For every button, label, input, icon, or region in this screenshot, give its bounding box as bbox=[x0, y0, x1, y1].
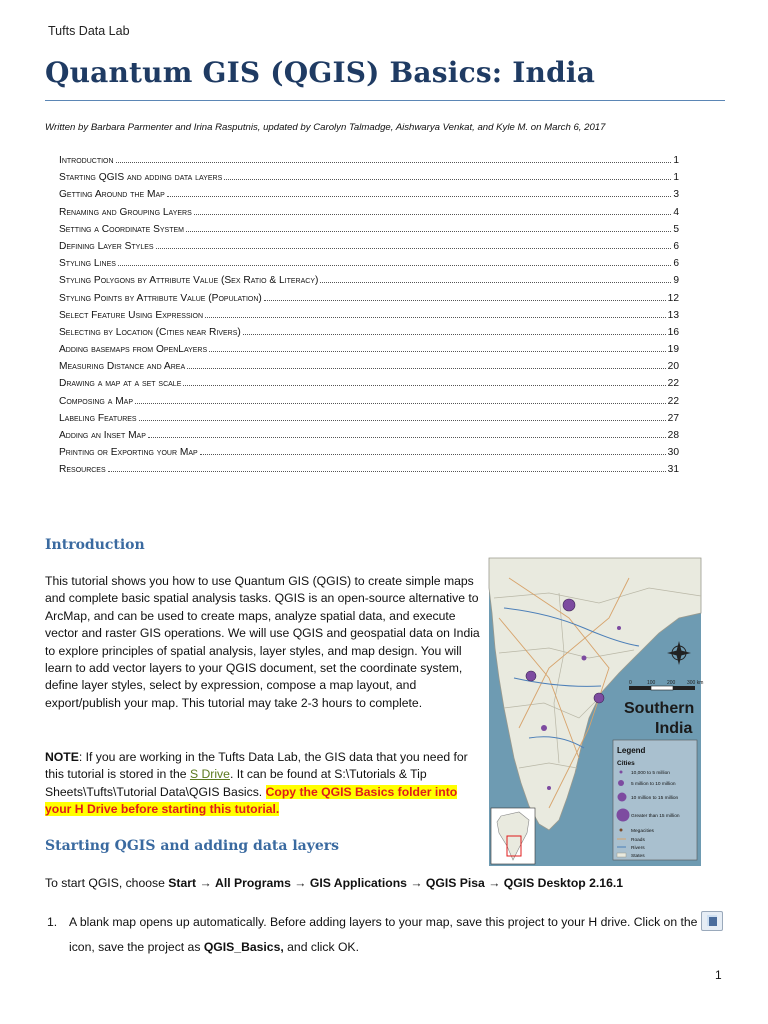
toc-entry[interactable] bbox=[59, 293, 679, 310]
toc-entry[interactable] bbox=[59, 189, 679, 206]
page-number: 1 bbox=[715, 968, 722, 982]
toc-entry-title: Introduction bbox=[59, 155, 114, 166]
toc-entry-page: 6 bbox=[673, 240, 679, 252]
toc-entry-title: Adding basemaps from OpenLayers bbox=[59, 344, 208, 356]
legend-roads: Roads bbox=[631, 838, 645, 843]
toc-entry[interactable] bbox=[59, 464, 679, 481]
southern-india-map bbox=[489, 558, 704, 866]
legend-megacities: Megacities bbox=[631, 829, 654, 834]
toc-entry-title: Drawing a map at a set scale bbox=[59, 378, 182, 390]
toc-leader-dots bbox=[187, 368, 666, 369]
toc-leader-dots bbox=[118, 265, 671, 266]
toc-entry-page: 22 bbox=[667, 378, 679, 390]
toc-entry-page: 4 bbox=[673, 206, 679, 218]
toc-leader-dots bbox=[320, 282, 671, 283]
map-legend bbox=[613, 740, 697, 860]
toc-entry-page: 6 bbox=[673, 258, 679, 270]
toc-leader-dots bbox=[194, 214, 672, 215]
intro-heading: Introduction bbox=[45, 537, 145, 553]
north-arrow-icon bbox=[667, 641, 691, 665]
legend-cities: Cities bbox=[617, 760, 635, 767]
scale-label-0: 0 bbox=[629, 680, 632, 686]
legend-title: Legend bbox=[617, 746, 646, 755]
map-title-line2: India bbox=[655, 720, 693, 737]
toc-entry-title: Setting a Coordinate System bbox=[59, 223, 184, 235]
toc-entry-title: Select Feature Using Expression bbox=[59, 309, 204, 321]
start-line-pre: To start QGIS, choose bbox=[45, 876, 169, 890]
path-qgis-desktop: QGIS Desktop 2.16.1 bbox=[503, 876, 624, 890]
legend-item-1: 10,000 to 5 million bbox=[631, 771, 670, 776]
toc-entry-page: 30 bbox=[667, 447, 679, 459]
toc-leader-dots bbox=[183, 385, 665, 386]
step-1-text-mid: icon, save the project as bbox=[69, 940, 204, 954]
toc-leader-dots bbox=[167, 196, 672, 197]
map-title-line1: Southern bbox=[624, 700, 695, 717]
toc-entry-title: Getting Around the Map bbox=[59, 189, 165, 201]
scale-bar bbox=[629, 680, 703, 690]
running-header: Tufts Data Lab bbox=[48, 24, 130, 38]
path-start: Start bbox=[168, 876, 197, 890]
step-1-text-post: and click OK. bbox=[283, 940, 359, 954]
step-1 bbox=[47, 910, 729, 960]
legend-item-4: Greater than 15 million bbox=[631, 814, 680, 819]
toc-entry-page: 22 bbox=[667, 395, 679, 407]
legend-item-2: 5 million to 10 million bbox=[631, 782, 676, 787]
legend-item-3: 10 million to 15 million bbox=[631, 796, 679, 801]
arrow-icon: → bbox=[294, 876, 307, 890]
toc-entry-page: 20 bbox=[667, 361, 679, 373]
step-1-text-pre: A blank map opens up automatically. Before adding layers to your map, save this project to your H drive. Click on the bbox=[69, 915, 701, 929]
starting-qgis-heading: Starting QGIS and adding data layers bbox=[45, 838, 340, 854]
toc-entry-title: Selecting by Location (Cities near Rivers) bbox=[59, 326, 241, 338]
path-gis-applications: GIS Applications bbox=[309, 876, 407, 890]
step-1-number: 1. bbox=[47, 915, 58, 929]
toc-entry[interactable] bbox=[59, 275, 679, 292]
scale-label-300: 300 km bbox=[687, 680, 704, 686]
arrow-icon: → bbox=[410, 876, 423, 890]
toc-entry-title: Styling Polygons by Attribute Value (Sex Ratio & Literacy) bbox=[59, 275, 319, 287]
toc-entry[interactable] bbox=[59, 258, 679, 275]
toc-leader-dots bbox=[156, 248, 672, 249]
start-instructions bbox=[45, 876, 623, 890]
document-title: Quantum GIS (QGIS) Basics: India bbox=[45, 56, 596, 89]
toc-entry-title: Measuring Distance and Area bbox=[59, 361, 186, 373]
toc-leader-dots bbox=[116, 162, 672, 163]
toc-entry[interactable] bbox=[59, 396, 679, 413]
toc-entry-title: Composing a Map bbox=[59, 395, 134, 407]
title-rule bbox=[45, 100, 725, 101]
arrow-icon: → bbox=[488, 876, 501, 890]
toc-entry-page: 12 bbox=[667, 292, 679, 304]
table-of-contents bbox=[59, 155, 679, 482]
toc-entry-title: Adding an Inset Map bbox=[59, 430, 146, 441]
toc-entry-title: Printing or Exporting your Map bbox=[59, 447, 198, 459]
toc-leader-dots bbox=[186, 231, 671, 232]
note-label: NOTE bbox=[45, 750, 79, 764]
legend-rivers: Rivers bbox=[631, 846, 645, 851]
toc-entry-page: 31 bbox=[667, 464, 679, 476]
path-all-programs: All Programs bbox=[215, 876, 291, 890]
toc-entry-page: 27 bbox=[667, 412, 679, 424]
save-project-icon bbox=[701, 911, 723, 931]
byline: Written by Barbara Parmenter and Irina Rasputnis, updated by Carolyn Talmadge, Aishwarya Venkat, and Kyle M. on March 6, 2017 bbox=[45, 122, 606, 133]
toc-entry-page: 1 bbox=[673, 172, 679, 184]
toc-entry-page: 28 bbox=[667, 430, 679, 441]
toc-entry[interactable] bbox=[59, 241, 679, 258]
path-qgis-pisa: QGIS Pisa bbox=[425, 876, 485, 890]
note-highlight: Copy the QGIS Basics folder into your H Drive before starting this tutorial. bbox=[45, 784, 458, 817]
toc-entry-title: Resources bbox=[59, 464, 106, 476]
toc-leader-dots bbox=[264, 300, 666, 301]
inset-map bbox=[491, 808, 535, 864]
toc-entry[interactable] bbox=[59, 361, 679, 378]
toc-entry-title: Styling Points by Attribute Value (Population) bbox=[59, 292, 262, 304]
map-graphic bbox=[489, 558, 704, 866]
toc-entry-page: 9 bbox=[673, 275, 679, 287]
toc-entry-page: 16 bbox=[667, 326, 679, 338]
toc-leader-dots bbox=[209, 351, 665, 352]
toc-entry[interactable] bbox=[59, 344, 679, 361]
toc-entry-title: Defining Layer Styles bbox=[59, 240, 154, 252]
toc-leader-dots bbox=[139, 420, 666, 421]
toc-entry[interactable] bbox=[59, 207, 679, 224]
scale-label-100: 100 bbox=[647, 680, 656, 686]
toc-entry[interactable] bbox=[59, 327, 679, 344]
toc-entry-title: Labeling Features bbox=[59, 412, 137, 424]
toc-entry[interactable] bbox=[59, 224, 679, 241]
toc-entry[interactable] bbox=[59, 430, 679, 447]
intro-paragraph: This tutorial shows you how to use Quantum GIS (QGIS) to create simple maps and complete basic spatial analysis tasks. QGIS is an open-source alternative to ArcMap, and can be used to create maps, analyze spatial data, and execute vector and raster GIS operations. We will use QGIS and geospatial data on India to explore principles of spatial analysis, layer styles, and map design. You will learn to add vector layers to your QGIS document, set the coordinate system, define layer styles, select by expression, compose a map layout, and export/publish your map. This tutorial may take 2-3 hours to complete. bbox=[45, 574, 480, 710]
project-name: QGIS_Basics, bbox=[203, 940, 284, 954]
toc-entry-title: Styling Lines bbox=[59, 258, 116, 270]
toc-entry-page: 3 bbox=[673, 189, 679, 201]
toc-leader-dots bbox=[148, 437, 666, 438]
toc-entry[interactable] bbox=[59, 172, 679, 189]
note-paragraph bbox=[45, 749, 481, 819]
toc-entry[interactable] bbox=[59, 378, 679, 395]
toc-leader-dots bbox=[200, 454, 666, 455]
note-text-mid: . It can be found at S:\Tutorials & Tip Sheets\Tufts\Tutorial Data\QGIS Basics. bbox=[45, 767, 427, 799]
arrow-icon: → bbox=[199, 876, 212, 890]
toc-entry-title: Renaming and Grouping Layers bbox=[59, 206, 192, 218]
toc-entry-page: 13 bbox=[667, 309, 679, 321]
toc-leader-dots bbox=[205, 317, 666, 318]
toc-entry[interactable] bbox=[59, 155, 679, 172]
s-drive-link[interactable]: S Drive bbox=[189, 767, 230, 782]
toc-entry-title: Starting QGIS and adding data layers bbox=[59, 172, 223, 184]
toc-entry-page: 19 bbox=[667, 344, 679, 356]
toc-entry[interactable] bbox=[59, 447, 679, 464]
toc-leader-dots bbox=[224, 179, 671, 180]
toc-leader-dots bbox=[243, 334, 666, 335]
toc-entry-page: 5 bbox=[673, 223, 679, 235]
toc-entry-page: 1 bbox=[673, 155, 679, 166]
toc-entry[interactable] bbox=[59, 413, 679, 430]
note-text-pre: : If you are working in the Tufts Data Lab, the GIS data that you need for this tutorial is stored in the bbox=[45, 750, 468, 782]
legend-states: States bbox=[631, 854, 645, 859]
toc-leader-dots bbox=[135, 403, 666, 404]
toc-entry[interactable] bbox=[59, 310, 679, 327]
scale-label-200: 200 bbox=[667, 680, 676, 686]
toc-leader-dots bbox=[108, 471, 666, 472]
